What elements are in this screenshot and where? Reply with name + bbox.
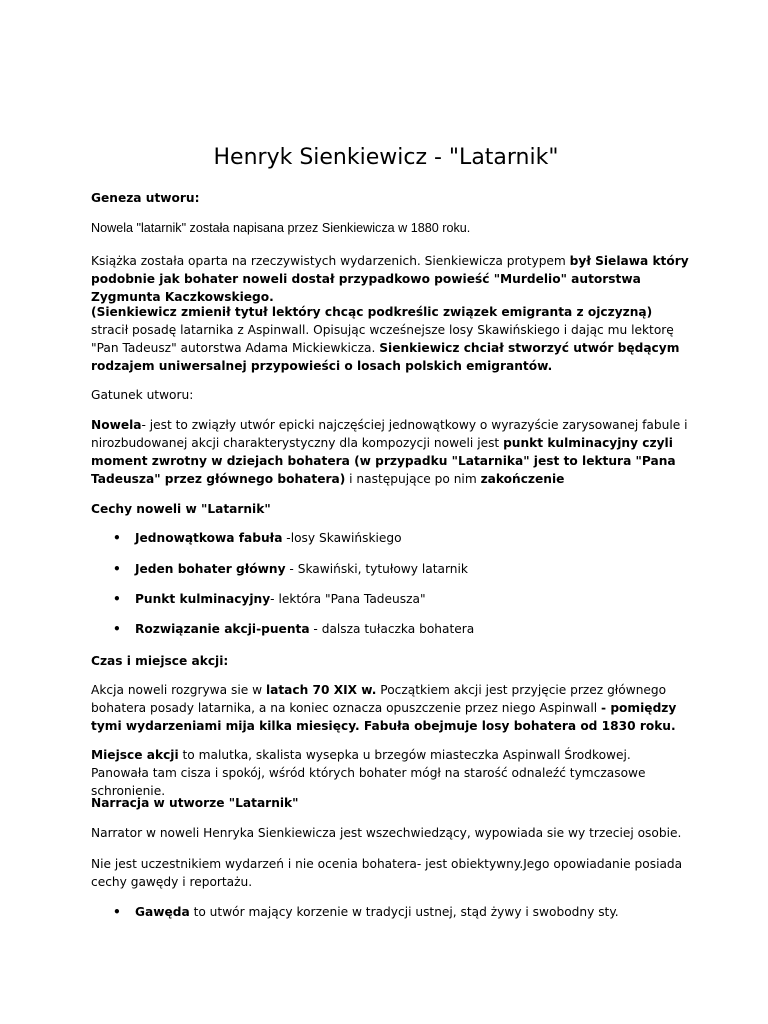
bullet-icon: • [113,622,121,636]
paragraph-narracja-2: Nie jest uczestnikiem wydarzeń i nie ocenia bohatera- jest obiektywny.Jego opowiadanie posiada cechy gawędy i reportażu. [91,857,683,889]
text-span: stracił posadę latarnika z Aspinwall. Opisując wcześnejsze losy Skawińskiego i dając mu lektorę "Pan Tadeusz" autorstwa Adama Mickiewkicza. [91,323,674,355]
bullet-icon: • [113,592,121,606]
text-span-bold: Nowela [91,418,142,432]
text-span-bold: Punkt kulminacyjny [135,592,271,606]
list-item-text [135,590,426,608]
text-span: - jest to związły utwór epicki najczęściej jednowątkowy o wyrazyście zarysowanej fabule i nirozbudowanej akcji charakterystyczny dla kompozycji noweli jest [91,418,688,450]
section-heading-czas: Czas i miejsce akcji: [91,654,229,668]
text-span: Początkiem akcji jest przyjęcie przez głównego bohatera posady latarnika, a na koniec oznacza opuszczenie przez niego Aspinwall [91,683,667,715]
text-span-bold: Jeden bohater główny [135,562,286,576]
text-span: to utwór mający korzenie w tradycji ustnej, stąd żywy i swobodny sty. [189,905,619,919]
paragraph-geneza-1: Nowela "latarnik" została napisana przez Sienkiewicza w 1880 roku. [91,221,471,235]
text-span-bold: zakończenie [480,472,565,486]
text-span-bold: - pomiędzy tymi wydarzeniami mija kilka miesięcy. Fabuła obejmuje losy bohatera od 1830 roku. [91,701,677,733]
text-span: Akcja noweli rozgrywa sie w [91,683,266,697]
text-span-bold: Miejsce akcji [91,748,179,762]
list-item-text [135,903,619,921]
text-span: i następujące po nim [345,472,481,486]
text-span-bold: latach 70 XIX w. [265,683,377,697]
paragraph-narracja-1: Narrator w noweli Henryka Sienkiewicza jest wszechwiedzący, wypowiada sie wy trzeciej osobie. [91,826,682,840]
text-span: - dalsza tułaczka bohatera [309,622,475,636]
document-title: Henryk Sienkiewicz - "Latarnik" [213,145,559,170]
bullet-icon: • [113,562,121,576]
bullet-icon: • [113,905,121,919]
text-span: -losy Skawińskiego [282,531,402,545]
text-span-bold: Gawęda [135,905,190,919]
paragraph-geneza-2 [91,252,691,306]
text-span: to malutka, skalista wysepka u brzegów miasteczka Aspinwall Środkowej. Panowała tam cisza i spokój, wśród których bohater mógł na starość odnaleźć tymczasowe schronienie. [91,748,646,798]
paragraph-geneza-3 [91,303,691,375]
section-heading-gatunek: Gatunek utworu: [91,388,194,402]
paragraph-czas-1 [91,681,691,735]
text-span: Książka została oparta na rzeczywistych wydarzenich. Sienkiewicza protypem [91,254,570,268]
text-span: - Skawiński, tytułowy latarnik [285,562,468,576]
section-heading-narracja: Narracja w utworze "Latarnik" [91,796,299,810]
text-span-bold: (Sienkiewicz zmienił tytuł lektóry chcąc podkreślic związek emigranta z ojczyzną) [91,305,653,319]
section-heading-cechy: Cechy noweli w "Latarnik" [91,502,271,516]
section-heading-geneza: Geneza utworu: [91,191,200,205]
text-span-bold: Rozwiązanie akcji-puenta [135,622,310,636]
text-span: - lektóra "Pana Tadeusza" [270,592,426,606]
list-item-text [135,529,402,547]
text-span-bold: Jednowątkowa fabuła [135,531,283,545]
paragraph-czas-2 [91,746,691,800]
list-item-text [135,560,468,578]
text-span-bold: punkt kulminacyjny czyli moment zwrotny w dziejach bohatera (w przypadku "Latarnika" jest to lektura "Pana Tadeusza" przez głównego bohatera) [91,436,676,486]
list-item-text [135,620,474,638]
paragraph-gatunek [91,416,691,488]
bullet-icon: • [113,531,121,545]
text-span-bold: Sienkiewicz chciał stworzyć utwór będącym rodzajem uniwersalnej przypowieści o losach polskich emigrantów. [91,341,680,373]
text-span-bold: był Sielawa który podobnie jak bohater noweli dostał przypadkowo powieść "Murdelio" autorstwa Zygmunta Kaczkowskiego. [91,254,689,304]
